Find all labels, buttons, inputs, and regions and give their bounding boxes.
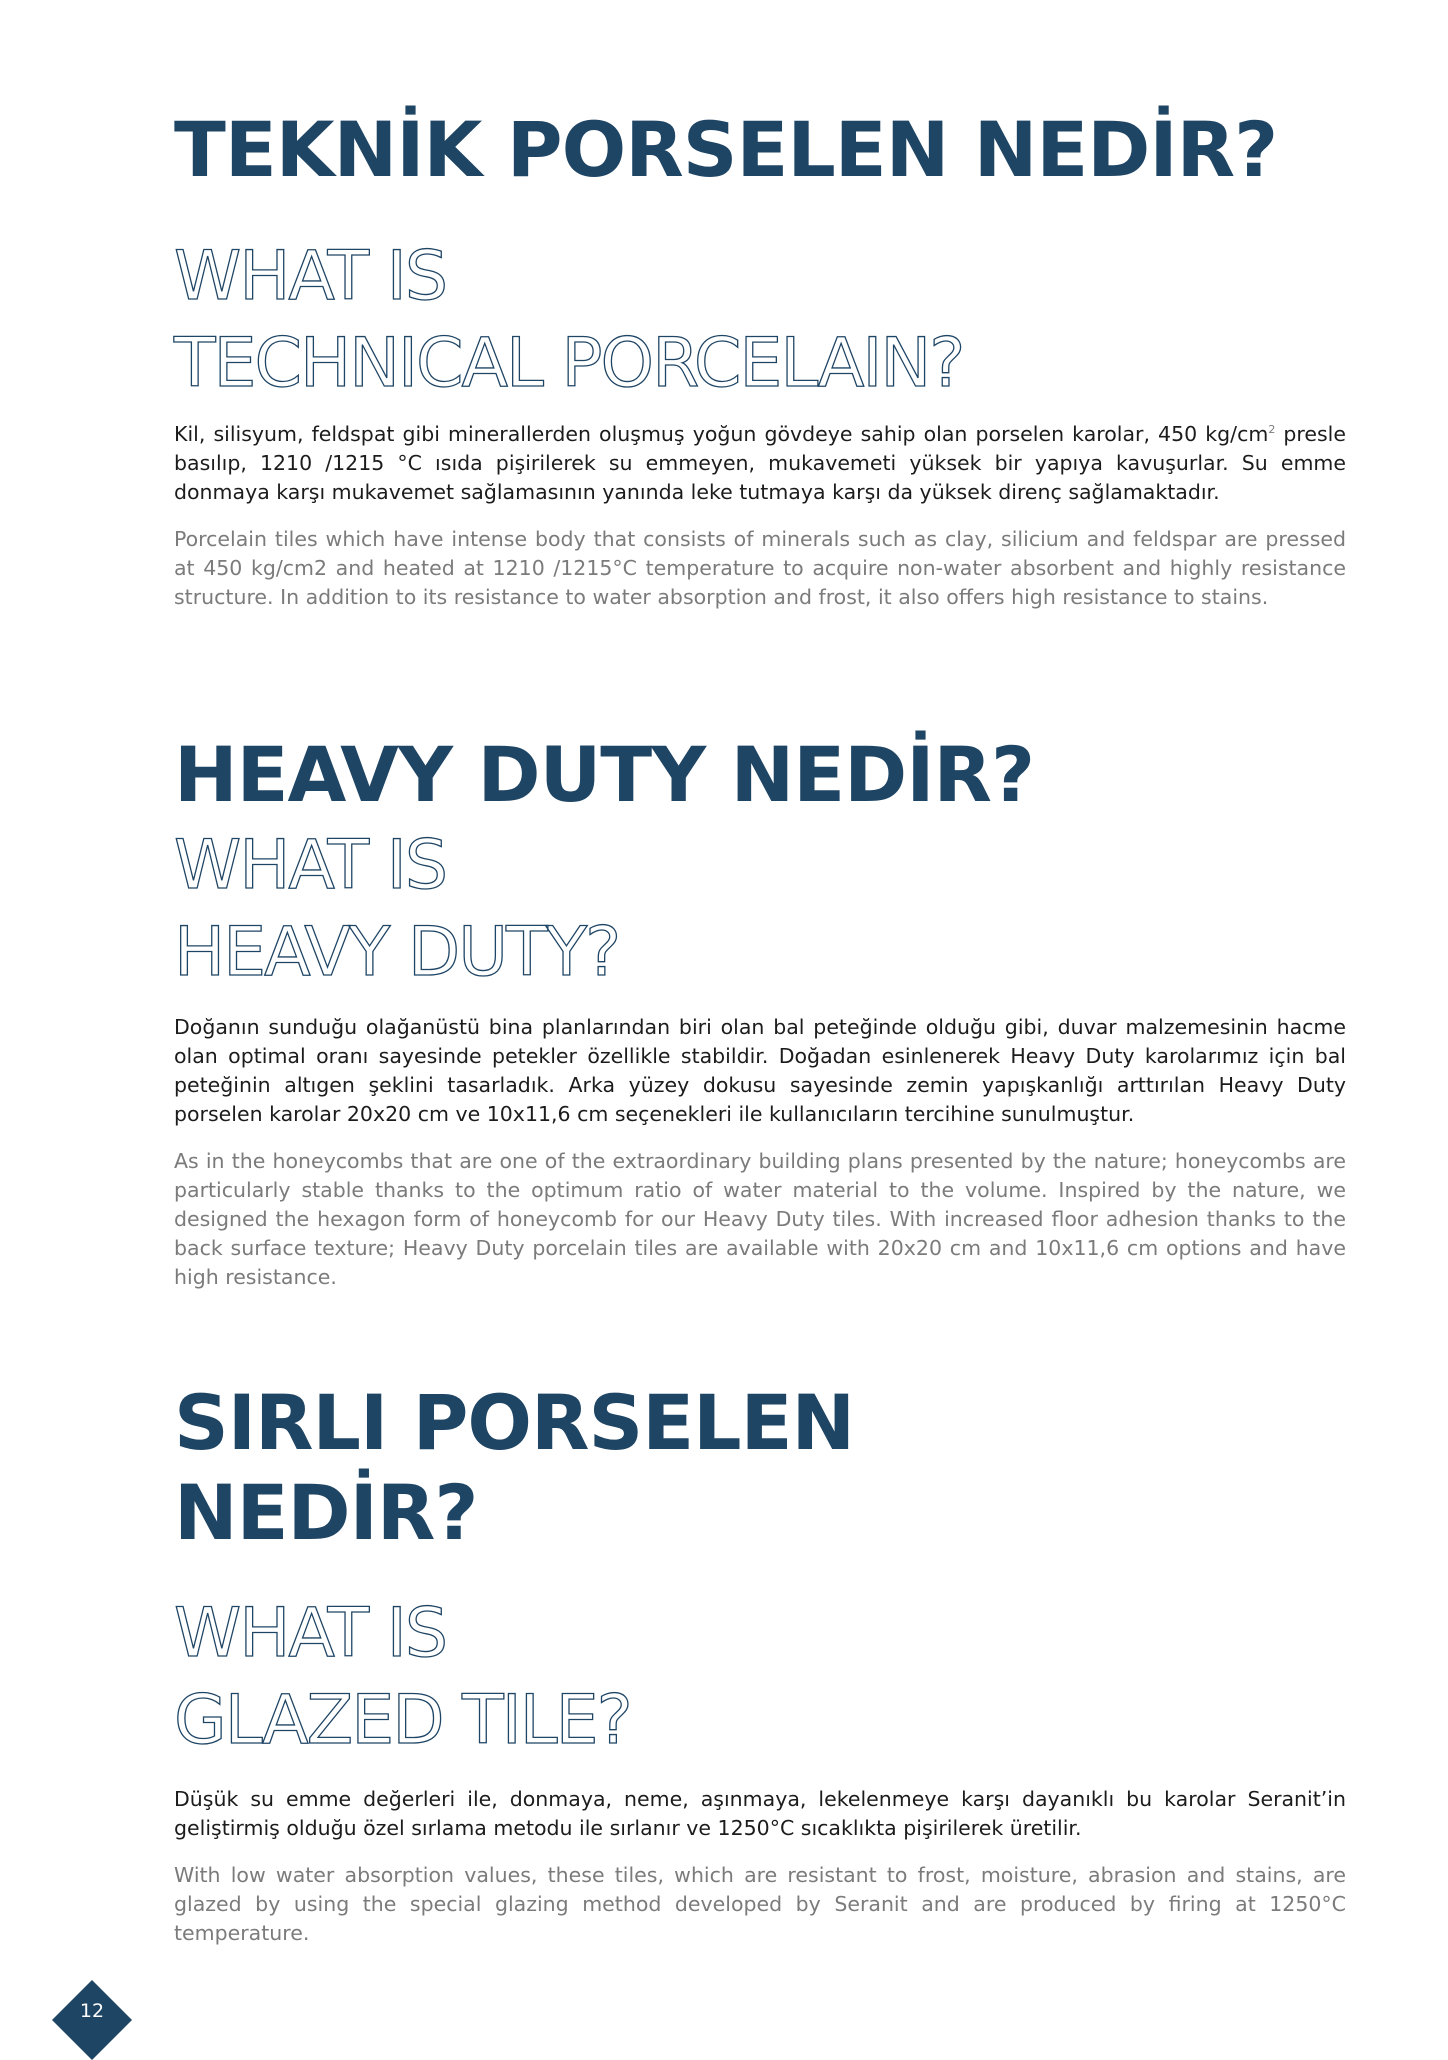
paragraph-en: As in the honeycombs that are one of the extraordinary building plans presented by the nature; honeycombs are particularly stable thanks to the optimum ratio of water material to the volume. Inspired by the nature, we designed the hexagon form of honeycomb for our Heavy Duty tiles. With increased floor adhesion thanks to the back surface texture; Heavy Duty porcelain tiles are available with 20x20 cm and 10x11,6 cm options and have high resistance.	[174, 1149, 1346, 1289]
page-number: 12	[79, 2000, 105, 2022]
section-glazed-tile	[174, 1378, 1346, 1558]
paragraph-tr-part2: presle basılıp, 1210 /1215 °C ısıda pişirilerek su emmeyen, mukavemeti yüksek bir yapıya kavuşurlar. Su emme donmaya karşı mukavemet sağlamasının yanında leke tutmaya karşı da yüksek direnç sağlamaktadır.	[174, 422, 1346, 504]
heading-en-line1: WHAT IS	[174, 826, 446, 905]
body-heavy-duty	[174, 1013, 1346, 1292]
heading-en-line1: WHAT IS	[174, 237, 446, 316]
paragraph-en: Porcelain tiles which have intense body that consists of minerals such as clay, silicium and feldspar are pressed at 450 kg/cm2 and heated at 1210 /1215°C temperature to acquire non-water absorbent and highly resistance structure. In addition to its resistance to water absorption and frost, it also offers high resistance to stains.	[174, 527, 1346, 609]
superscript-two: 2	[1268, 423, 1276, 437]
heading-en-line2: GLAZED TILE?	[174, 1681, 631, 1760]
paragraph-en: With low water absorption values, these tiles, which are resistant to frost, moisture, abrasion and stains, are glazed by using the special glazing method developed by Seranit and are produced by firing at 1250°C temperature.	[174, 1863, 1346, 1945]
heading-en-line2: TECHNICAL PORCELAIN?	[174, 324, 964, 403]
body-technical-porcelain	[174, 420, 1346, 612]
heading-en-line1: WHAT IS	[174, 1594, 446, 1673]
heading-tr-glazed-line1: SIRLI PORSELEN	[174, 1378, 855, 1467]
paragraph-tr: Doğanın sunduğu olağanüstü bina planlarından biri olan bal peteğinde olduğu gibi, duvar malzemesinin hacme olan optimal oranı sayesinde petekler özellikle stabildir. Doğadan esinlenerek Heavy Duty karolarımız için bal peteğinin altıgen şeklini tasarladık. Arka yüzey dokusu sayesinde zemin yapışkanlığı arttırılan Heavy Duty porselen karolar 20x20 cm ve 10x11,6 cm seçenekleri ile kullanıcıların tercihine sunulmuştur.	[174, 1015, 1346, 1126]
heading-en-technical-porcelain	[174, 233, 1346, 407]
paragraph-tr	[174, 420, 1346, 507]
heading-en-glazed-tile	[174, 1590, 1346, 1764]
paragraph-tr: Düşük su emme değerleri ile, donmaya, neme, aşınmaya, lekelenmeye karşı dayanıklı bu karolar Seranit’in geliştirmiş olduğu özel sırlama metodu ile sırlanır ve 1250°C sıcaklıkta pişirilerek üretilir.	[174, 1787, 1346, 1840]
heading-tr-glazed-line2: NEDİR?	[174, 1468, 478, 1557]
body-glazed-tile	[174, 1785, 1346, 1948]
section-heavy-duty	[174, 730, 1346, 820]
paragraph-tr-part1: Kil, silisyum, feldspat gibi minerallerden oluşmuş yoğun gövdeye sahip olan porselen karolar, 450 kg/cm	[174, 422, 1269, 446]
heading-tr-technical-porcelain: TEKNİK PORSELEN NEDİR?	[174, 105, 1278, 194]
page-number-badge	[52, 1980, 132, 2060]
heading-en-line2: HEAVY DUTY?	[174, 913, 620, 992]
heading-tr-heavy-duty: HEAVY DUTY NEDİR?	[174, 730, 1035, 819]
heading-en-heavy-duty	[174, 822, 1346, 996]
